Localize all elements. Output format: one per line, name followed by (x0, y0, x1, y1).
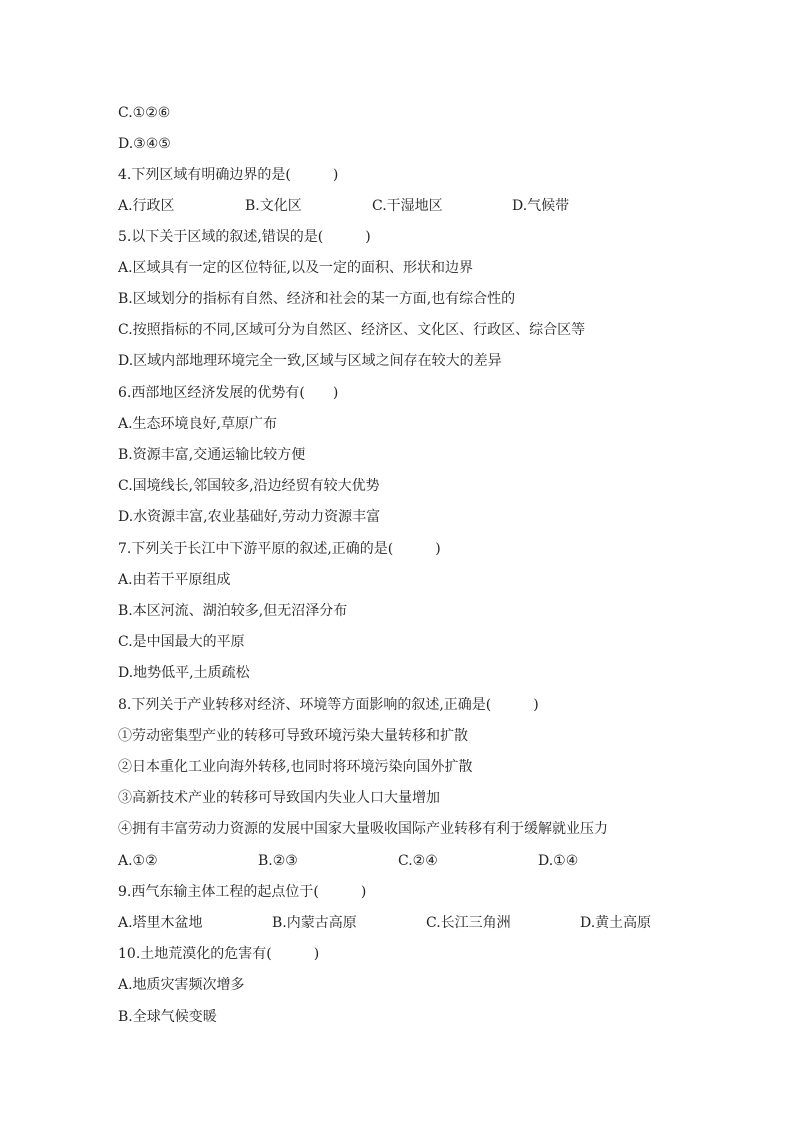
q4-option-c: C.干湿地区 (372, 198, 443, 214)
q8-statement-4: ④拥有丰富劳动力资源的发展中国家大量吸收国际产业转移有利于缓解就业压力 (118, 821, 608, 837)
q7-option-a: A.由若干平原组成 (118, 572, 231, 588)
q7-option-c: C.是中国最大的平原 (118, 634, 245, 650)
q5-option-b: B.区域划分的指标有自然、经济和社会的某一方面,也有综合性的 (118, 291, 516, 307)
q8-option-a: A.①② (118, 853, 158, 869)
q9-option-d: D.黄土高原 (580, 915, 652, 931)
q8-statement-3: ③高新技术产业的转移可导致国内失业人口大量增加 (118, 790, 440, 806)
q8-option-b: B.②③ (258, 853, 298, 869)
q8-option-c: C.②④ (398, 853, 438, 869)
q9-option-c: C.长江三角洲 (426, 915, 511, 931)
option-line-c: C.①②⑥ (118, 105, 171, 121)
q9-option-a: A.塔里木盆地 (118, 915, 203, 931)
q5-option-c: C.按照指标的不同,区域可分为自然区、经济区、文化区、行政区、综合区等 (118, 322, 586, 338)
question-4: 4.下列区域有明确边界的是( ) (118, 167, 339, 183)
question-6: 6.西部地区经济发展的优势有( ) (118, 385, 339, 401)
q8-option-d: D.①④ (538, 853, 579, 869)
q4-option-b: B.文化区 (245, 198, 302, 214)
question-5: 5.以下关于区域的叙述,错误的是( ) (118, 229, 371, 245)
q7-option-b: B.本区河流、湖泊较多,但无沼泽分布 (118, 603, 348, 619)
q5-option-d: D.区域内部地理环境完全一致,区域与区域之间存在较大的差异 (118, 353, 502, 369)
q6-option-d: D.水资源丰富,农业基础好,劳动力资源丰富 (118, 509, 381, 525)
q6-option-a: A.生态环境良好,草原广布 (118, 416, 278, 432)
q6-option-c: C.国境线长,邻国较多,沿边经贸有较大优势 (118, 478, 380, 494)
q10-option-a: A.地质灾害频次增多 (118, 977, 245, 993)
q4-option-a: A.行政区 (118, 198, 175, 214)
q7-option-d: D.地势低平,土质疏松 (118, 665, 250, 681)
q4-option-d: D.气候带 (512, 198, 570, 214)
question-7: 7.下列关于长江中下游平原的叙述,正确的是( ) (118, 541, 441, 557)
q8-statement-2: ②日本重化工业向海外转移,也同时将环境污染向国外扩散 (118, 759, 473, 775)
q6-option-b: B.资源丰富,交通运输比较方便 (118, 447, 306, 463)
question-10: 10.土地荒漠化的危害有( ) (118, 946, 320, 962)
q5-option-a: A.区域具有一定的区位特征,以及一定的面积、形状和边界 (118, 260, 474, 276)
q10-option-b: B.全球气候变暖 (118, 1009, 217, 1025)
q9-option-b: B.内蒙古高原 (272, 915, 357, 931)
question-8: 8.下列关于产业转移对经济、环境等方面影响的叙述,正确是( ) (118, 697, 539, 713)
question-9: 9.西气东输主体工程的起点位于( ) (118, 884, 367, 900)
q8-statement-1: ①劳动密集型产业的转移可导致环境污染大量转移和扩散 (118, 728, 468, 744)
option-line-d: D.③④⑤ (118, 136, 171, 152)
